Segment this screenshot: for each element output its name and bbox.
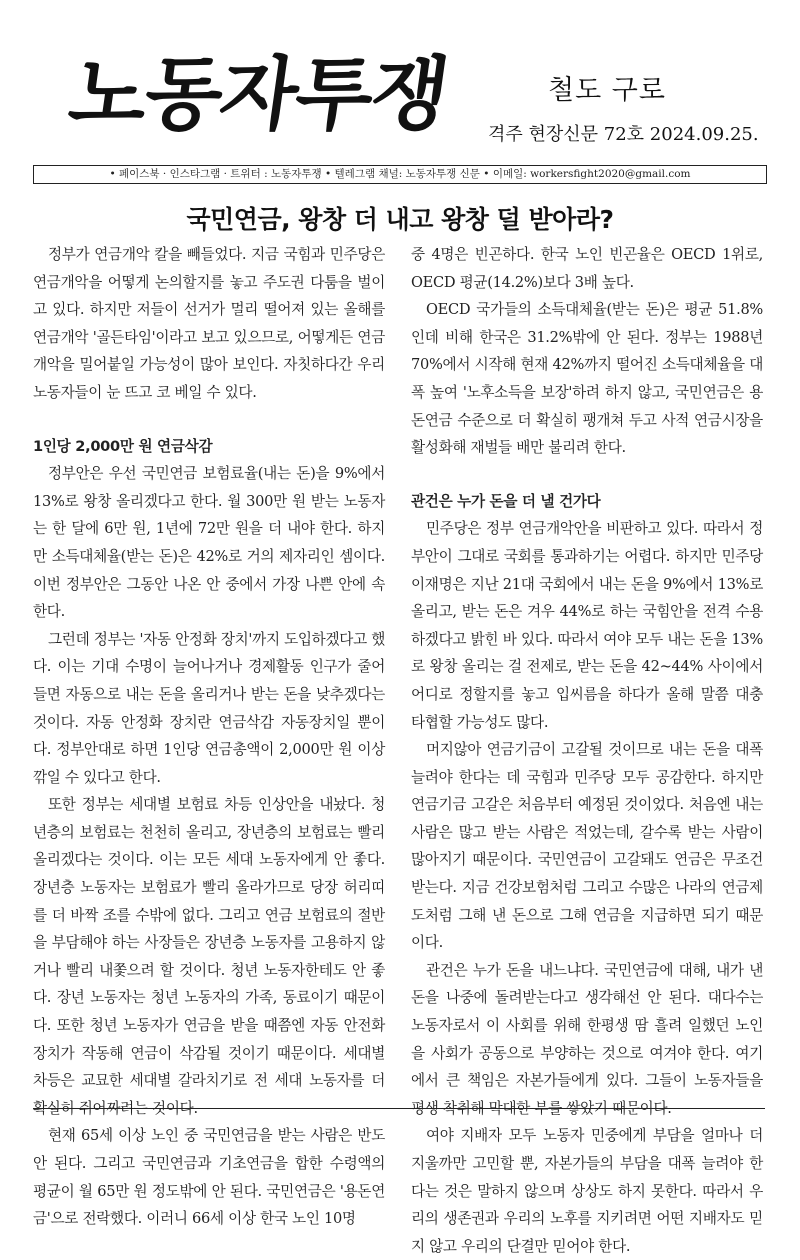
paragraph: OECD 국가들의 소득대체율(받는 돈)은 평균 51.8%인데 비해 한국은 31.2%밖에 안 된다. 정부는 1988년 70%에서 시작해 현재 42%까지 떨어진 소득대체율을 대폭 높여 '노후소득을 보장'하려 하지 않고, 국민연금은 용돈연금 수준으로 더 확실히 팽개쳐 두고 사적 연금시장을 활성화해 재벌들 배만 불리려 한다.: [411, 301, 763, 457]
contact-bar: • 페이스북 · 인스타그램 · 트위터 : 노동자투쟁 • 텔레그램 채널: 노동자투쟁 신문 • 이메일: workersfight2020@gmail.com: [33, 165, 767, 184]
paragraph: 여야 지배자 모두 노동자 민중에게 부담을 얼마나 더 지울까만 고민할 뿐, 자본가들의 부담을 대폭 늘려야 한다는 것은 말하지 않으며 상상도 하지 못한다. 따라서 우리의 생존권과 우리의 노후를 지키려면 어떤 지배자도 믿지 않고 우리의 단결만 믿어야 한다.: [411, 1127, 763, 1255]
issue-info: 격주 현장신문 72호 2024.09.25.: [488, 124, 759, 145]
paragraph: 머지않아 연금기금이 고갈될 것이므로 내는 돈을 대폭 늘려야 한다는 데 국힘과 민주당 모두 공감한다. 하지만 연금기금 고갈은 처음부터 예정된 것이었다. 처음엔 내는 사람은 많고 받는 사람은 적었는데, 갈수록 받는 사람이 많아지기 때문이다. 국민연금이 고갈돼도 연금은 무조건 받는다. 지금 건강보험처럼 그리고 수많은 나라의 연금제도처럼 그해 낸 돈으로 그해 연금을 지급하면 되기 때문이다.: [411, 741, 763, 952]
paragraph: 민주당은 정부 연금개악안을 비판하고 있다. 따라서 정부안이 그대로 국회를 통과하기는 어렵다. 하지만 민주당 이재명은 지난 21대 국회에서 내는 돈을 9%에서 13%로 올리고, 받는 돈은 겨우 44%로 하는 국힘안을 전격 수용하겠다고 밝힌 바 있다. 따라서 여야 모두 내는 돈을 13%로 왕창 올리는 걸 전제로, 받는 돈을 42~44% 사이에서 어디로 정할지를 놓고 입씨름을 하다가 올해 말쯤 대충 타협할 가능성도 많다.: [411, 520, 763, 731]
paragraph: 관건은 누가 돈을 내느냐다. 국민연금에 대해, 내가 낸 돈을 나중에 돌려받는다고 생각해선 안 된다. 대다수는 노동자로서 이 사회를 위해 한평생 땀 흘려 일했던 노인을 사회가 공동으로 부양하는 것으로 여겨야 한다. 여기에서 큰 책임은 자본가들에게 있다. 그들이 노동자들을 평생 착취해 막대한 부를 쌓았기 때문이다.: [411, 961, 763, 1117]
paragraph: 정부가 연금개악 칼을 빼들었다. 지금 국힘과 민주당은 연금개악을 어떻게 논의할지를 놓고 주도권 다툼을 벌이고 있다. 하지만 저들이 선거가 멀리 떨어져 있는 올해를 연금개악 '골든타임'이라고 보고 있으므로, 어떻게든 연금개악을 밀어붙일 가능성이 많아 보인다. 자칫하다간 우리 노동자들이 눈 뜨고 코 베일 수 있다.: [33, 246, 385, 401]
bottom-rule: [33, 1108, 765, 1109]
left-column: [33, 241, 385, 1233]
paragraph: 정부안은 우선 국민연금 보험료율(내는 돈)을 9%에서 13%로 왕창 올리겠다고 한다. 월 300만 원 받는 노동자는 한 달에 6만 원, 1년에 72만 원을 더 내야 한다. 하지만 소득대체율(받는 돈)은 42%로 거의 제자리인 셈이다. 이번 정부안은 그동안 나온 안 중에서 가장 나쁜 안에 속한다.: [33, 465, 385, 621]
paragraph: 중 4명은 빈곤하다. 한국 노인 빈곤율은 OECD 1위로, OECD 평균(14.2%)보다 3배 높다.: [411, 246, 763, 291]
article-title: 국민연금, 왕창 더 내고 왕창 덜 받아라?: [186, 205, 614, 234]
edition-label: 철도 구로: [548, 75, 666, 106]
masthead: 노동자투쟁: [63, 48, 454, 141]
paragraph: 현재 65세 이상 노인 중 국민연금을 받는 사람은 반도 안 된다. 그리고 국민연금과 기초연금을 합한 수령액의 평균이 월 65만 원 정도밖에 안 된다. 국민연금은 '용돈연금'으로 전락했다. 이러니 66세 이상 한국 노인 10명: [33, 1127, 385, 1228]
paragraph: 또한 정부는 세대별 보험료 차등 인상안을 내놨다. 청년층의 보험료는 천천히 올리고, 장년층의 보험료는 빨리 올리겠다는 것이다. 이는 모든 세대 노동자에게 안 좋다. 장년층 노동자는 보험료가 빨리 올라가므로 당장 허리띠를 더 바짝 조를 수밖에 없다. 그리고 연금 보험료의 절반을 부담해야 하는 사장들은 장년층 노동자를 고용하지 않거나 빨리 내쫓으려 할 것이다. 청년 노동자한테도 안 좋다. 장년 노동자는 청년 노동자의 가족, 동료이기 때문이다. 또한 청년 노동자가 연금을 받을 때쯤엔 자동 안전화 장치가 작동해 연금이 삭감될 것이기 때문이다. 세대별 차등은 교묘한 세대별 갈라치기로 전 세대 노동자를 더 확실히 쥐어짜려는 것이다.: [33, 796, 385, 1117]
section-heading: 관건은 누가 돈을 더 낼 건가다: [411, 492, 601, 510]
section-heading: 1인당 2,000만 원 연금삭감: [33, 437, 213, 455]
paragraph: 그런데 정부는 '자동 안정화 장치'까지 도입하겠다고 했다. 이는 기대 수명이 늘어나거나 경제활동 인구가 줄어들면 자동으로 내는 돈을 올리거나 받는 돈을 낮추겠다는 것이다. 자동 안정화 장치란 연금삭감 자동장치일 뿐이다. 정부안대로 하면 1인당 연금총액이 2,000만 원 이상 깎일 수 있다고 한다.: [33, 630, 386, 786]
